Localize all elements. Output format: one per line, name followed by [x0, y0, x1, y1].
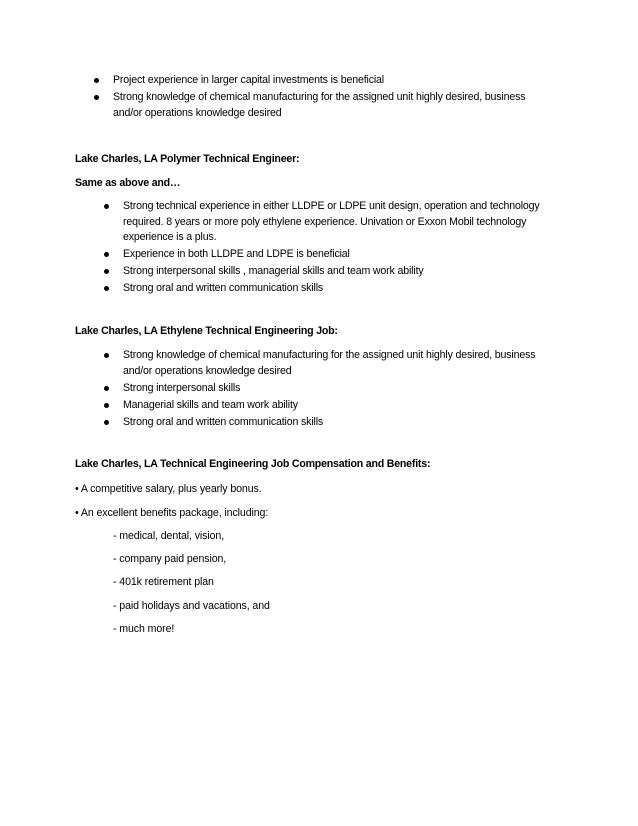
benefit-item: - company paid pension, [113, 553, 227, 565]
intro-bullet-list [0, 73, 638, 123]
benefits-text: • An excellent benefits package, including: [75, 507, 269, 519]
list-item [0, 199, 555, 246]
section-heading-polymer: Lake Charles, LA Polymer Technical Engineer: [75, 153, 300, 165]
list-item [0, 398, 555, 414]
list-item-text: Strong technical experience in either LLDPE or LDPE unit design, operation and technology required. 8 years or more poly ethylene experience. Univation or Exxon Mobil technology experience is a plus. [123, 200, 540, 244]
list-item [0, 264, 555, 280]
bullet-icon [94, 78, 99, 83]
list-item [0, 247, 555, 263]
list-item-text: Experience in both LLDPE and LDPE is beneficial [123, 248, 350, 261]
benefit-item: - much more! [113, 623, 175, 635]
list-item-text: Strong interpersonal skills [123, 381, 241, 394]
benefit-item: - 401k retirement plan [113, 576, 214, 588]
list-item-text: Strong knowledge of chemical manufacturing for the assigned unit highly desired, business and/or operations knowledge desired [123, 349, 536, 377]
polymer-requirements-list [0, 199, 638, 298]
bullet-icon [104, 252, 109, 257]
list-item-text: Strong interpersonal skills , managerial skills and team work ability [123, 265, 424, 278]
bullet-icon [104, 286, 109, 291]
bullet-icon [104, 386, 109, 391]
benefit-item: - medical, dental, vision, [113, 530, 225, 542]
list-item-text: Project experience in larger capital investments is beneficial [113, 74, 384, 86]
bullet-icon [94, 95, 99, 100]
list-item [0, 90, 543, 121]
section-heading-ethylene: Lake Charles, LA Ethylene Technical Engineering Job: [75, 325, 338, 337]
list-item [0, 281, 555, 297]
benefit-item: - paid holidays and vacations, and [113, 600, 270, 612]
bullet-icon [104, 420, 109, 425]
list-item-text: Strong oral and written communication skills [123, 282, 324, 295]
bullet-icon [104, 269, 109, 274]
list-item [0, 73, 543, 89]
section-intro: Same as above and… [75, 177, 181, 189]
list-item-text: Strong oral and written communication skills [123, 415, 324, 428]
salary-text: • A competitive salary, plus yearly bonus. [75, 483, 262, 495]
bullet-icon [104, 204, 109, 209]
list-item-text: Strong knowledge of chemical manufacturing for the assigned unit highly desired, business and/or operations knowledge desired [113, 90, 526, 119]
bullet-icon [104, 403, 109, 408]
bullet-icon [104, 353, 109, 358]
ethylene-requirements-list [0, 348, 638, 432]
list-item [0, 348, 555, 379]
list-item [0, 415, 555, 431]
section-heading-compensation: Lake Charles, LA Technical Engineering Job Compensation and Benefits: [75, 458, 431, 470]
list-item [0, 381, 555, 397]
list-item-text: Managerial skills and team work ability [123, 398, 298, 411]
